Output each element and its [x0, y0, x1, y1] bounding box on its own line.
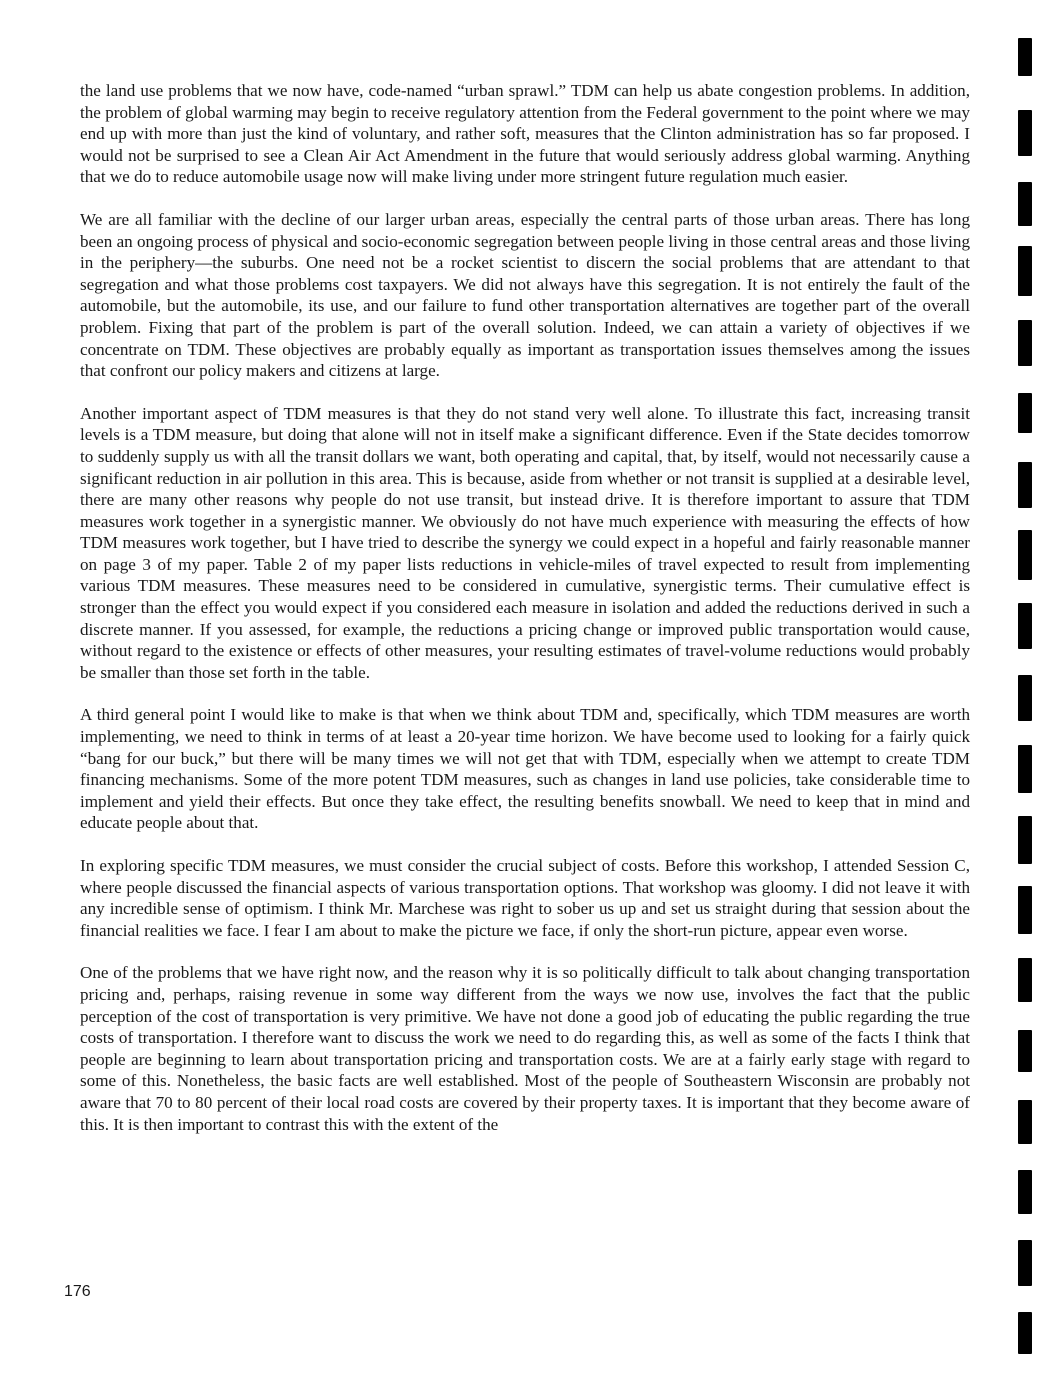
scan-mark [1018, 110, 1032, 156]
paragraph-urban-decline: We are all familiar with the decline of our larger urban areas, especially the central parts of those urban areas. There has long been an ongoing process of physical and socio-economic segregation between people living in those central areas and those living in the periphery—the suburbs. One need not be a rocket scientist to discern the social problems that are attendant to that segregation and what those problems cost taxpayers. We did not always have this segregation. It is not entirely the fault of the automobile, but the automobile, its use, and our failure to fund other transportation alternatives are together part of the overall problem. Fixing that part of the problem is part of the overall solution. Indeed, we can attain a variety of objectives if we concentrate on TDM. These objectives are probably equally as important as transportation issues themselves among the issues that confront our policy makers and citizens at large. [80, 209, 970, 381]
scan-mark [1018, 462, 1032, 508]
scan-mark [1018, 816, 1032, 864]
page-number: 176 [64, 1283, 91, 1300]
scan-mark [1018, 1312, 1032, 1354]
paragraph-tdm-synergy: Another important aspect of TDM measures is that they do not stand very well alone. To illustrate this fact, increasing transit levels is a TDM measure, but doing that alone will not in itself make a significant difference. Even if the State decides tomorrow to suddenly supply us with all the transit dollars we want, both operating and capital, that, by itself, would not necessarily cause a significant reduction in air pollution in this area. This is because, aside from whether or not transit is supplied at a desirable level, there are many other reasons why people do not use transit, but instead drive. It is therefore important to assure that TDM measures work together in a synergistic manner. We obviously do not have much experience with measuring the effects of how TDM measures work together, but I have tried to describe the synergy we could expect in a hopeful and fairly reasonable manner on page 3 of my paper. Table 2 of my paper lists reductions in vehicle-miles of travel expected to result from implementing various TDM measures. These measures need to be considered in cumulative, synergistic terms. Their cumulative effect is stronger than the effect you would expect if you considered each measure in isolation and added the reductions derived in such a discrete manner. If you assessed, for example, the reductions a pricing change or improved public transportation would cause, without regard to the existence or effects of other measures, your resulting estimates of travel-volume reductions would probably be smaller than those set forth in the table. [80, 403, 970, 682]
scan-mark [1018, 182, 1032, 226]
paragraph-costs: In exploring specific TDM measures, we must consider the crucial subject of costs. Before this workshop, I attended Session C, where people discussed the financial aspects of various transportation options. That workshop was gloomy. I did not leave it with any incredible sense of optimism. I think Mr. Marchese was right to sober us up and set us straight during that session about the financial realities we face. I fear I am about to make the picture we face, if only the short-run picture, appear even worse. [80, 856, 970, 940]
scan-mark [1018, 675, 1032, 721]
scan-edge-marks [1018, 0, 1034, 1380]
page-body [80, 80, 970, 1156]
scan-mark [1018, 393, 1032, 433]
scan-mark [1018, 958, 1032, 1002]
scan-mark [1018, 1100, 1032, 1144]
scan-mark [1018, 603, 1032, 649]
scan-mark [1018, 886, 1032, 934]
scan-mark [1018, 246, 1032, 296]
scan-mark [1018, 38, 1032, 76]
scan-mark [1018, 1170, 1032, 1214]
scan-mark [1018, 745, 1032, 793]
paragraph-time-horizon: A third general point I would like to make is that when we think about TDM and, specifically, which TDM measures are worth implementing, we need to think in terms of at least a 20-year time horizon. We have become used to looking for a fairly quick “bang for our buck,” but there will be many times we will not get that with TDM, especially when we attempt to create TDM financing mechanisms. Some of the more potent TDM measures, such as changes in land use policies, take considerable time to implement and yield their effects. But once they take effect, the resulting benefits snowball. We need to keep that in mind and educate people about that. [80, 705, 970, 833]
paragraph-urban-sprawl: the land use problems that we now have, code-named “urban sprawl.” TDM can help us abate congestion problems. In addition, the problem of global warming may begin to receive regulatory attention from the Federal government to the point where we may end up with more than just the kind of voluntary, and rather soft, measures that the Clinton administration has so far proposed. I would not be surprised to see a Clean Air Act Amendment in the future that would seriously address global warming. Anything that we do to reduce automobile usage now will make living under more stringent future regulation much easier. [80, 81, 970, 187]
scan-mark [1018, 1030, 1032, 1072]
scan-mark [1018, 1240, 1032, 1286]
paragraph-public-perception: One of the problems that we have right now, and the reason why it is so politically difficult to talk about changing transportation pricing and, perhaps, raising revenue in some way different from the ways we now use, involves the fact that the public perception of the cost of transportation is very primitive. We have not done a good job of educating the public regarding the true costs of transportation. I therefore want to discuss the work we need to do regarding this, as well as some of the facts I think that people are beginning to learn about transportation pricing and transportation costs. We are at a fairly early stage with regard to some of this. Nonetheless, the basic facts are well established. Most of the people of Southeastern Wisconsin are probably not aware that 70 to 80 percent of their local road costs are covered by their property taxes. It is important that they become aware of this. It is then important to contrast this with the extent of the [80, 963, 970, 1134]
scan-mark [1018, 320, 1032, 366]
scan-mark [1018, 530, 1032, 580]
